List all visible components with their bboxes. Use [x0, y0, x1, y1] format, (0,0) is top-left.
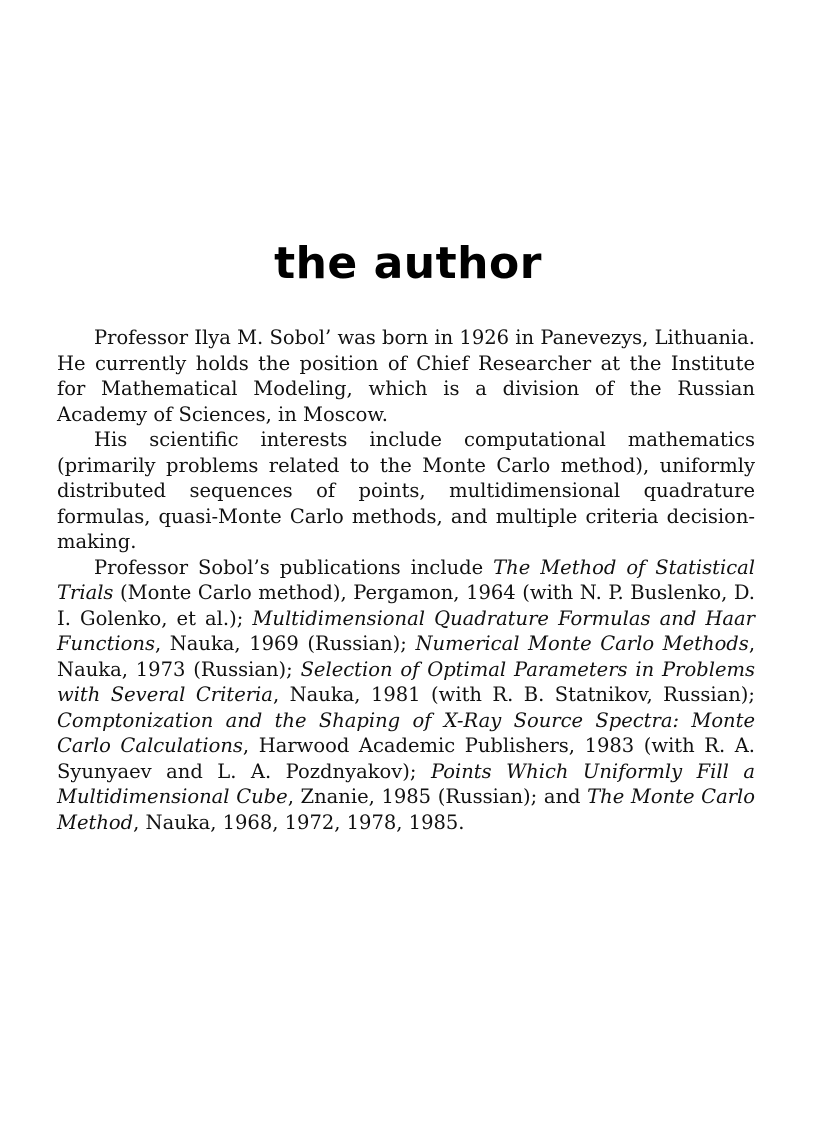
publication-details: , Nauka, 1969 (Russian);	[154, 632, 416, 655]
publication-details: , Nauka, 1981 (with R. B. Statnikov, Russian);	[272, 683, 755, 706]
book-title: Points Which Uniformly Fill a Multidimensional Cube	[57, 759, 755, 808]
bio-paragraph-birth-position: Professor Ilya M. Sobol’ was born in 1926 in Panevezys, Lithuania. He currently holds the position of Chief Researcher at the Institute for Mathematical Modeling, which is a division of the Russian Academy of Sciences, in Moscow.	[57, 326, 755, 426]
page-title: the author	[274, 238, 542, 289]
publication-details: , Nauka, 1968, 1972, 1978, 1985.	[133, 810, 465, 834]
publication-details: , Znanie, 1985 (Russian); and	[287, 785, 588, 808]
publications-intro: Professor Sobol’s publications include	[94, 555, 494, 579]
book-title: The Monte Carlo Method	[57, 785, 755, 834]
publication-details: , Nauka, 1973 (Russian);	[57, 632, 756, 681]
book-title: Selection of Optimal Parameters in Problems with Several Criteria	[57, 657, 755, 706]
publication-details: (Monte Carlo method), Pergamon, 1964 (with N. P. Buslenko, D. I. Golenko, et al.);	[57, 581, 755, 630]
book-title: Multidimensional Quadrature Formulas and Haar Functions	[57, 606, 756, 655]
book-title: The Method of Statistical Trials	[57, 555, 756, 604]
author-biography	[57, 325, 755, 835]
book-title: Numerical Monte Carlo Methods	[415, 632, 749, 655]
bio-paragraph-publications	[57, 555, 755, 836]
bio-paragraph-interests: His scientific interests include computational mathematics (primarily problems related to the Monte Carlo method), uniformly distributed sequences of points, multidimensional quadrature formulas, quasi-Monte Carlo methods, and multiple criteria decision-making.	[57, 428, 755, 553]
publication-details: , Harwood Academic Publishers, 1983 (with R. A. Syunyaev and L. A. Pozdnyakov);	[57, 734, 756, 783]
book-title: Comptonization and the Shaping of X-Ray Source Spectra: Monte Carlo Calculations	[57, 708, 755, 757]
